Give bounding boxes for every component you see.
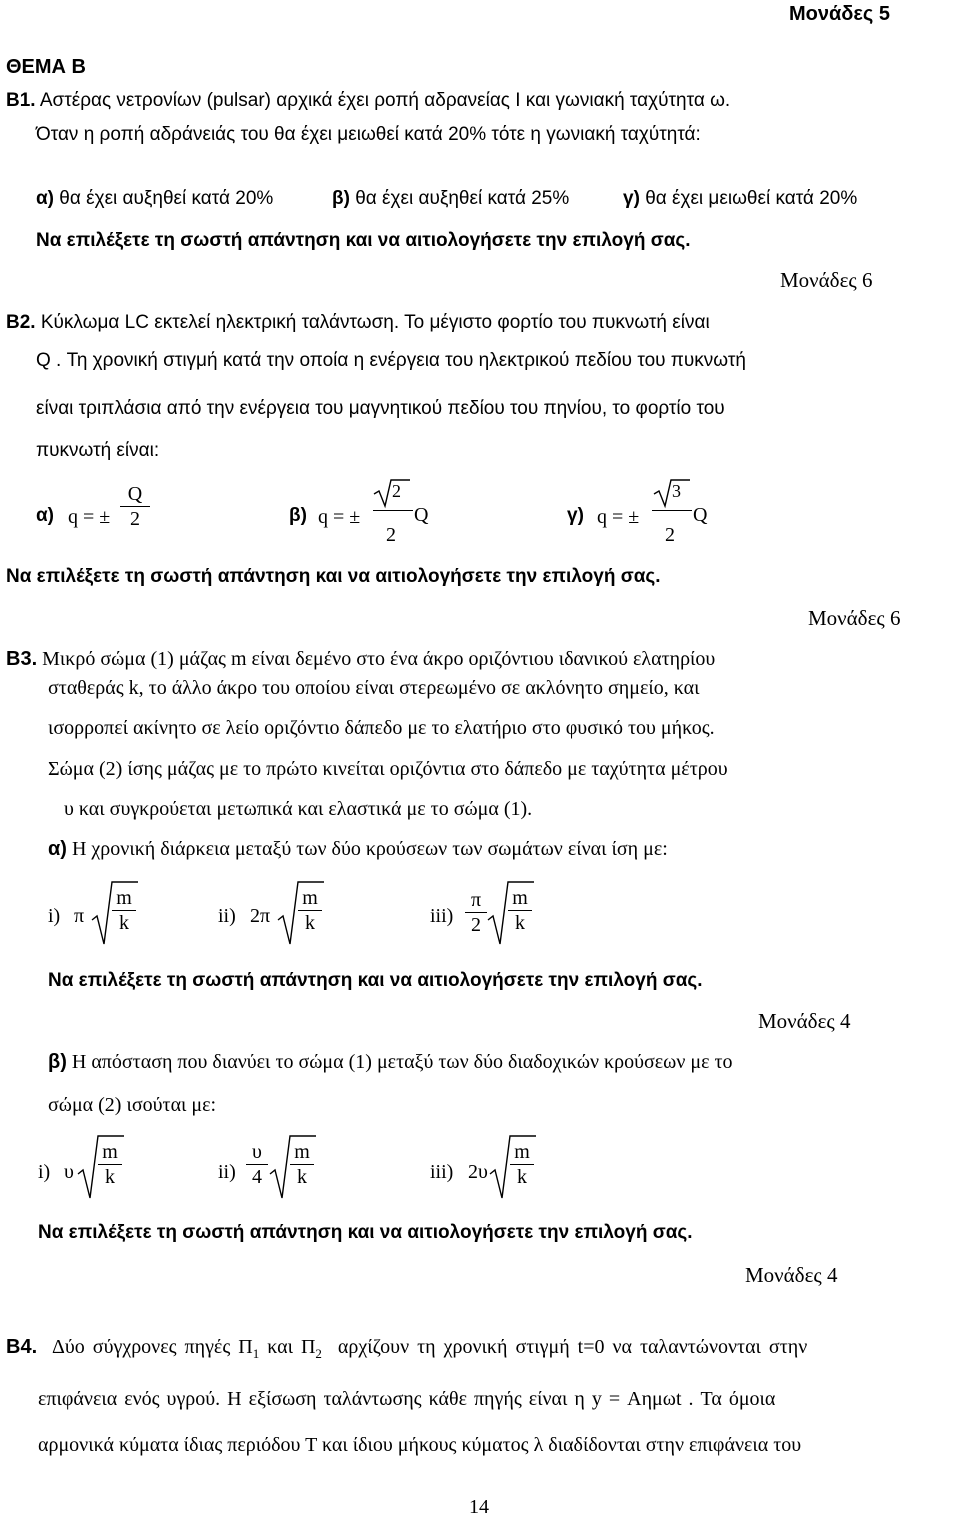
fraction-bar [652, 510, 692, 511]
square-root: m k [488, 876, 534, 946]
square-root: m k [490, 1130, 536, 1200]
square-root: 2 [374, 478, 410, 508]
square-root: m k [92, 876, 138, 946]
b1-line2: Όταν η ροπή αδράνειάς του θα έχει μειωθεί κατά 20% τότε η γωνιακή ταχύτητά: [36, 124, 701, 145]
b3-line1: Β3. Μικρό σώμα (1) μάζας m είναι δεμένο στο ένα άκρο οριζόντιου ιδανικού ελατηρίου [6, 648, 716, 670]
b3-question-b: β) Η απόσταση που διανύει το σώμα (1) μεταξύ των δύο διαδοχικών κρούσεων με το [48, 1051, 733, 1073]
square-root: m k [270, 1130, 316, 1200]
b3-question-a: α) Η χρονική διάρκεια μεταξύ των δύο κρούσεων των σωμάτων είναι ίση με: [48, 838, 668, 860]
b1-option-a: α) θα έχει αυξηθεί κατά 20% [36, 188, 274, 209]
fraction-bar [373, 510, 413, 511]
page-number: 14 [469, 1496, 489, 1518]
b1-points: Μονάδες 6 [780, 268, 873, 292]
b2-line3: είναι τριπλάσια από την ενέργεια του μαγνητικού πεδίου του πηνίου, το φορτίο του [36, 398, 725, 419]
fraction: Q 2 [120, 482, 150, 531]
b3-line3: ισορροπεί ακίνητο σε λείο οριζόντιο δάπεδο με το ελατήριο στο φυσικό του μήκος. [48, 717, 715, 739]
fraction: π 2 [465, 888, 487, 937]
b1-option-c: γ) θα έχει μειωθεί κατά 20% [623, 188, 858, 209]
b2-instruction: Να επιλέξετε τη σωστή απάντηση και να αιτιολογήσετε την επιλογή σας. [6, 566, 661, 587]
b3b-instruction: Να επιλέξετε τη σωστή απάντηση και να αιτιολογήσετε την επιλογή σας. [38, 1222, 693, 1243]
b3-question-b-line2: σώμα (2) ισούται με: [48, 1094, 217, 1116]
b2-line2: Q . Τη χρονική στιγμή κατά την οποία η ενέργεια του ηλεκτρικού πεδίου του πυκνωτή [36, 350, 746, 371]
b4-line1: Β4. Δύο σύγχρονες πηγές $\Pi_1$ και $\Pi_2$ αρχίζουν τη χρονική στιγμή t=0 να ταλαντώνονται στην [6, 1336, 808, 1361]
b4-line3: αρμονικά κύματα ίδιας περιόδου Τ και ίδιου μήκους κύματος λ διαδίδονται στην επιφάνεια του [38, 1434, 802, 1456]
b3b-points: Μονάδες 4 [745, 1263, 838, 1287]
b3-line5: υ και συγκρούεται μετωπικά και ελαστικά με το σώμα (1). [64, 798, 533, 820]
b1-option-b: β) θα έχει αυξηθεί κατά 25% [332, 188, 570, 209]
b2-line4: πυκνωτή είναι: [36, 440, 160, 461]
b1-line1: Β1. Αστέρας νετρονίων (pulsar) αρχικά έχει ροπή αδρανείας I και γωνιακή ταχύτητα ω. [6, 90, 731, 111]
square-root: m k [78, 1130, 124, 1200]
b2-line1: Β2. Κύκλωμα LC εκτελεί ηλεκτρική ταλάντωση. Το μέγιστο φορτίο του πυκνωτή είναι [6, 312, 710, 333]
square-root: 3 [654, 478, 690, 508]
fraction: υ 4 [246, 1140, 268, 1189]
b1-instruction: Να επιλέξετε τη σωστή απάντηση και να αιτιολογήσετε την επιλογή σας. [36, 230, 691, 251]
square-root: m k [278, 876, 324, 946]
b3a-instruction: Να επιλέξετε τη σωστή απάντηση και να αιτιολογήσετε την επιλογή σας. [48, 970, 703, 991]
b3-line4: Σώμα (2) ίσης μάζας με το πρώτο κινείται οριζόντια στο δάπεδο με ταχύτητα μέτρου [48, 758, 728, 780]
b3-line2: σταθεράς k, το άλλο άκρο του οποίου είναι στερεωμένο σε ακλόνητο σημείο, και [48, 677, 700, 699]
points-label: Μονάδες 5 [789, 3, 890, 25]
b4-line2: επιφάνεια ενός υγρού. Η εξίσωση ταλάντωσης κάθε πηγής είναι η y = Αημωt . Τα όμοια [38, 1388, 776, 1410]
b3a-points: Μονάδες 4 [758, 1009, 851, 1033]
theme-title: ΘΕΜΑ Β [6, 56, 86, 78]
b2-points: Μονάδες 6 [808, 606, 901, 630]
